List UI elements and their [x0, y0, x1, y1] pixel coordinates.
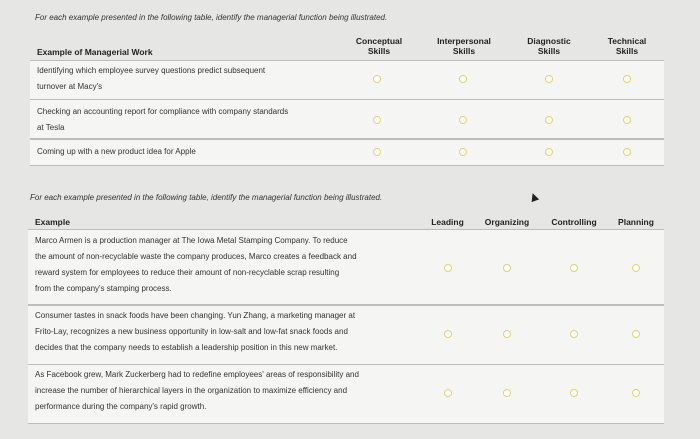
row-text-line: Frito-Lay, recognizes a new business opportunity in low-salt and low-fat snack foods and: [35, 327, 348, 336]
row-text-line: decides that the company needs to establish a leadership position in this new market.: [35, 343, 338, 352]
radio-row3-technical[interactable]: [623, 148, 631, 156]
row-text-line: Identifying which employee survey questions predict subsequent: [37, 66, 266, 75]
table1-instruction: For each example presented in the following table, identify the managerial function being illustrated.: [35, 13, 388, 22]
table1-row-1-text: [37, 63, 337, 95]
mouse-cursor-icon: [529, 192, 539, 202]
table2-row-2-text: [35, 308, 425, 356]
col-diagnostic-skills: [514, 36, 584, 56]
col-leading: Leading: [431, 217, 464, 227]
radio-t2-row1-leading[interactable]: [444, 264, 452, 272]
table1-row-2-text: [37, 104, 337, 136]
radio-t2-row2-planning[interactable]: [632, 330, 640, 338]
col-conceptual-skills: [344, 36, 414, 56]
radio-t2-row2-leading[interactable]: [444, 330, 452, 338]
radio-t2-row1-controlling[interactable]: [570, 264, 578, 272]
table2-row-1-text: [35, 233, 425, 297]
radio-t2-row3-organizing[interactable]: [503, 389, 511, 397]
col-label-line2: Skills: [452, 46, 476, 56]
radio-t2-row1-planning[interactable]: [632, 264, 640, 272]
row-text-line: increase the number of hierarchical layers in the organization to maximize efficiency and: [35, 386, 348, 395]
table2-instruction: For each example presented in the following table, identify the managerial function being illustrated.: [30, 193, 383, 202]
col-label-line2: Skills: [537, 46, 561, 56]
col-planning: Planning: [618, 217, 654, 227]
row-text-line: reward system for employees to reduce their amount of non-recyclable scrap resulting: [35, 268, 340, 277]
row-text-line: the amount of non-recyclable waste the company produces, Marco creates a feedback and: [35, 252, 357, 261]
radio-row2-diagnostic[interactable]: [545, 116, 553, 124]
row-text-line: from the company's stamping process.: [35, 284, 172, 293]
radio-row1-interpersonal[interactable]: [459, 75, 467, 83]
col-label-line1: Conceptual: [355, 36, 403, 46]
radio-row1-technical[interactable]: [623, 75, 631, 83]
col-organizing: Organizing: [484, 217, 530, 227]
row-text-line: Marco Armen is a production manager at The Iowa Metal Stamping Company. To reduce: [35, 236, 348, 245]
row-text-line: Consumer tastes in snack foods have been changing. Yun Zhang, a marketing manager at: [35, 311, 356, 320]
table1-row-header: Example of Managerial Work: [37, 47, 153, 57]
radio-row2-technical[interactable]: [623, 116, 631, 124]
radio-row1-conceptual[interactable]: [373, 75, 381, 83]
row-text-line: performance during the company's rapid growth.: [35, 402, 207, 411]
col-label-line2: Skills: [615, 46, 639, 56]
radio-t2-row3-leading[interactable]: [444, 389, 452, 397]
col-interpersonal-skills: [424, 36, 504, 56]
row-text-line: at Tesla: [37, 123, 65, 132]
col-label-line2: Skills: [367, 46, 391, 56]
radio-t2-row3-planning[interactable]: [632, 389, 640, 397]
radio-row3-diagnostic[interactable]: [545, 148, 553, 156]
col-label-line1: Technical: [607, 36, 647, 46]
col-label-line1: Diagnostic: [527, 36, 571, 46]
row-text-line: Coming up with a new product idea for Apple: [37, 147, 196, 156]
radio-row2-conceptual[interactable]: [373, 116, 381, 124]
col-controlling: Controlling: [551, 217, 597, 227]
radio-row3-interpersonal[interactable]: [459, 148, 467, 156]
table2-row-header: Example: [35, 217, 70, 227]
radio-t2-row1-organizing[interactable]: [503, 264, 511, 272]
radio-t2-row2-organizing[interactable]: [503, 330, 511, 338]
radio-row2-interpersonal[interactable]: [459, 116, 467, 124]
radio-t2-row3-controlling[interactable]: [570, 389, 578, 397]
table1-row-3-text: [37, 144, 337, 160]
radio-t2-row2-controlling[interactable]: [570, 330, 578, 338]
table2-row-3-text: [35, 367, 425, 415]
col-technical-skills: [592, 36, 662, 56]
col-label-line1: Interpersonal: [437, 36, 491, 46]
radio-row1-diagnostic[interactable]: [545, 75, 553, 83]
radio-row3-conceptual[interactable]: [373, 148, 381, 156]
row-text-line: turnover at Macy's: [37, 82, 103, 91]
row-text-line: Checking an accounting report for compliance with company standards: [37, 107, 289, 116]
row-text-line: As Facebook grew, Mark Zuckerberg had to redefine employees' areas of responsibility and: [35, 370, 359, 379]
